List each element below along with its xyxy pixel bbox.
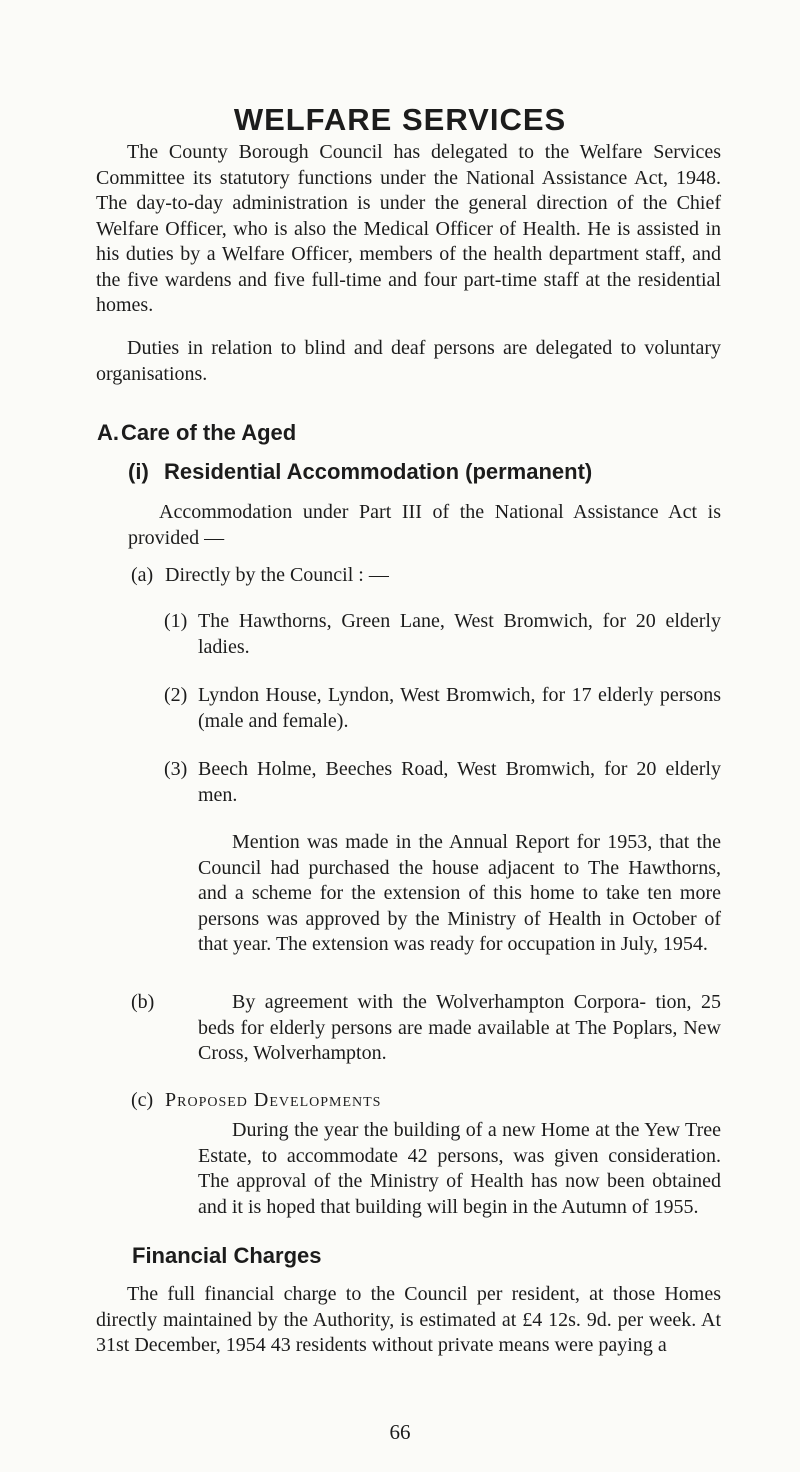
duties-text: Duties in relation to blind and deaf persons are delegated to voluntary organisations. [96, 337, 721, 385]
section-a-title: Care of the Aged [121, 420, 297, 445]
proposed-developments-text: During the year the building of a new Home at the Yew Tree Estate, to accommodate 42 persons, was given consideration. The approval of the Ministry of Health has now been obtained and it is hoped that building will begin in the Autumn of 1955. [198, 1119, 721, 1218]
subsection-i-title: Residential Accommodation (permanent) [164, 459, 593, 484]
home-3-number: (3) [164, 758, 188, 780]
home-2-text: Lyndon House, Lyndon, West Bromwich, for 17 elderly persons (male and female). [198, 684, 721, 732]
section-a-marker: A. [97, 420, 119, 445]
item-b-text: By agreement with the Wolverhampton Corpora- tion, 25 beds for elderly persons are made available at The Poplars, New Cross, Wolverhampton. [198, 991, 721, 1064]
duties-paragraph [96, 336, 721, 387]
home-item-1 [164, 609, 721, 660]
home-1-number: (1) [164, 610, 188, 632]
item-b-marker: (b) [131, 991, 155, 1013]
item-b [131, 990, 721, 1067]
item-c-title: Proposed Developments [165, 1089, 382, 1111]
item-a-marker: (a) [131, 564, 154, 586]
mention-text: Mention was made in the Annual Report for 1953, that the Council had purchased the house adjacent to The Hawthorns, and a scheme for the extension of this home to take ten more persons was approved by the Ministry of Health in October of that year. The extension was ready for occupation in July, 1954. [198, 831, 721, 955]
financial-text: The full financial charge to the Council per resident, at those Homes directly maintained by the Authority, is estimated at £4 12s. 9d. per week. At 31st December, 1954 43 residents without private means were paying a [96, 1283, 721, 1356]
home-3-text: Beech Holme, Beeches Road, West Bromwich, for 20 elderly men. [198, 758, 721, 806]
home-2-number: (2) [164, 684, 188, 706]
intro-paragraph [96, 140, 721, 319]
accommodation-intro [128, 500, 721, 551]
home-item-3 [164, 757, 721, 808]
subsection-i-marker: (i) [128, 459, 149, 484]
home-item-2 [164, 683, 721, 734]
financial-paragraph [96, 1282, 721, 1359]
page-title: WELFARE SERVICES [233, 102, 567, 137]
item-a [131, 563, 721, 589]
item-a-text: Directly by the Council : — [165, 564, 389, 586]
intro-text: The County Borough Council has delegated to the Welfare Services Committee its statutory functions under the National Assistance Act, 1948. The day-to-day administration is under the general direction of the Chief Welfare Officer, who is also the Medical Officer of Health. He is assisted in his duties by a Welfare Officer, members of the health department staff, and the five wardens and five full-time and four part-time staff at the residential homes. [96, 141, 721, 316]
home-1-text: The Hawthorns, Green Lane, West Bromwich, for 20 elderly ladies. [198, 610, 721, 658]
section-a-heading [97, 420, 296, 446]
financial-heading: Financial Charges [132, 1243, 322, 1268]
mention-paragraph [198, 830, 721, 958]
item-c-heading [131, 1088, 721, 1114]
page-number: 66 [389, 1420, 411, 1444]
item-c-marker: (c) [131, 1089, 154, 1111]
accommodation-intro-text: Accommodation under Part III of the National Assistance Act is provided — [128, 501, 721, 549]
subsection-i-heading [128, 459, 592, 485]
proposed-developments-paragraph [198, 1118, 721, 1220]
